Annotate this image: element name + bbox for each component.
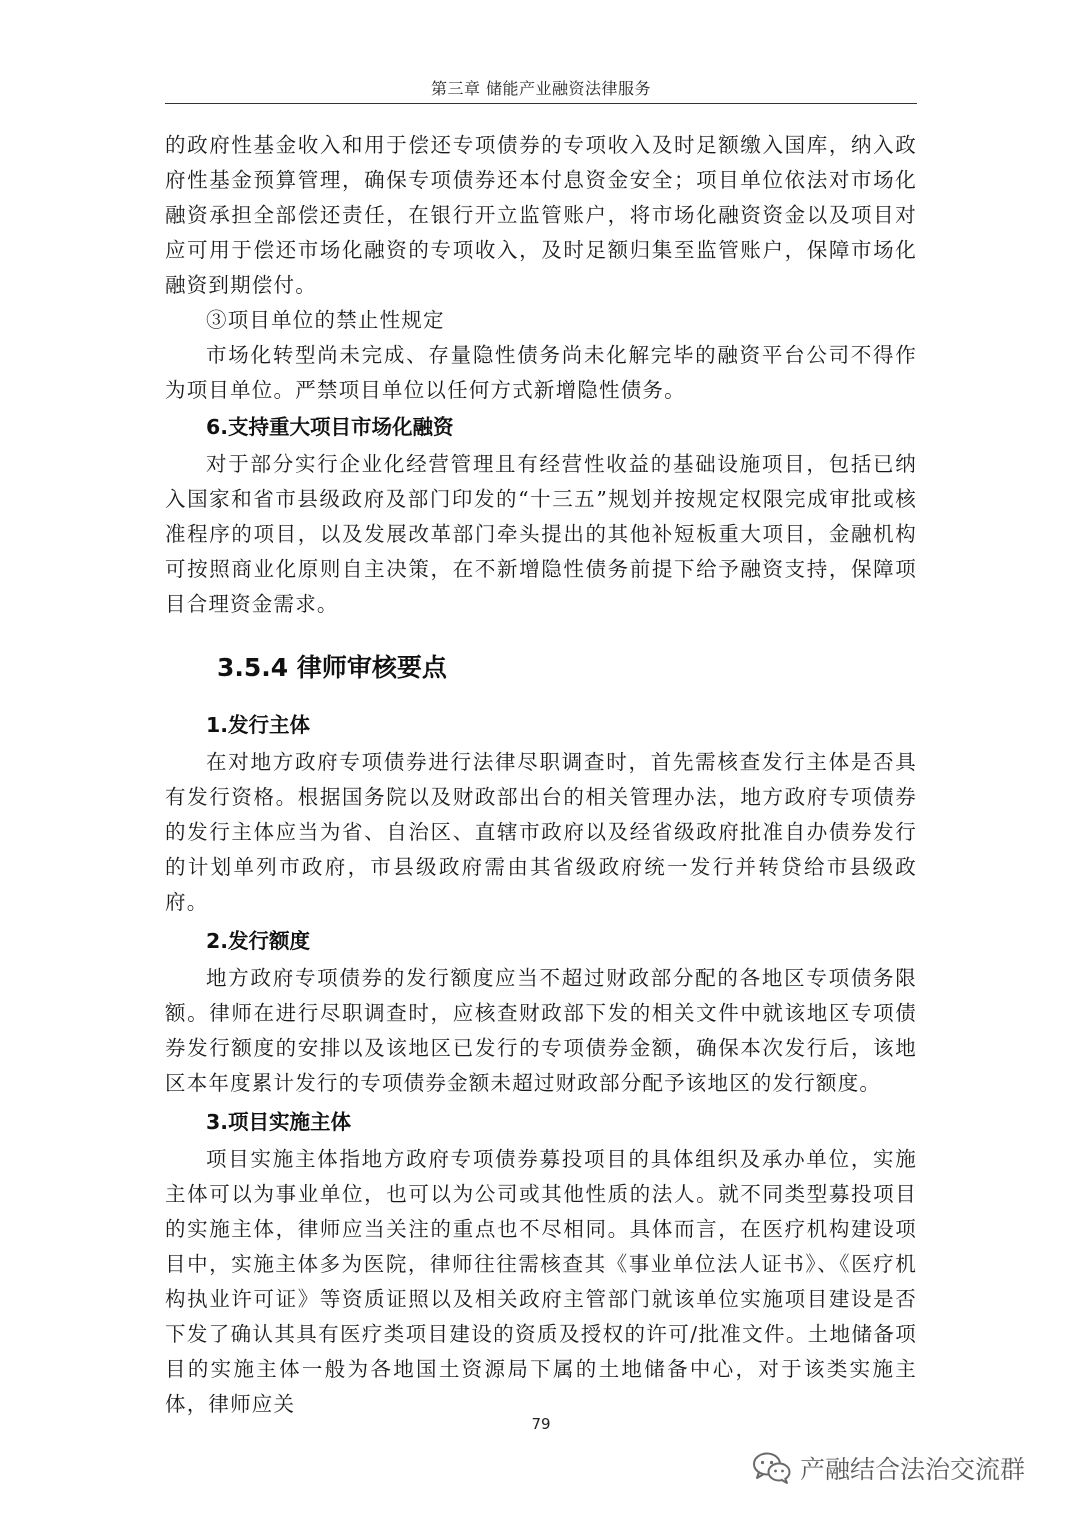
page-number: 79 (531, 1415, 551, 1433)
paragraph-prohibition-text: 市场化转型尚未完成、存量隐性债务尚未化解完毕的融资平台公司不得作为项目单位。严禁项目单位以任何方式新增隐性债务。 (165, 343, 917, 402)
heading-issuance-amount: 2.发行额度 (206, 929, 311, 953)
wechat-icon (752, 1451, 792, 1485)
watermark (752, 1450, 1025, 1486)
paragraph-issuance-amount: 地方政府专项债券的发行额度应当不超过财政部分配的各地区专项债务限额。律师在进行尽职调查时，应核查财政部下发的相关文件中就该地区专项债券发行额度的安排以及该地区已发行的专项债券金额，确保本次发行后，该地区本年度累计发行的专项债券金额未超过财政部分配予该地区的发行额度。 (165, 966, 917, 1095)
paragraph-issuer: 在对地方政府专项债券进行法律尽职调查时，首先需核查发行主体是否具有发行资格。根据国务院以及财政部出台的相关管理办法，地方政府专项债券的发行主体应当为省、自治区、直辖市政府以及经省级政府批准自办债券发行的计划单列市政府，市县级政府需由其省级政府统一发行并转贷给市县级政府。 (165, 750, 917, 914)
watermark-text: 产融结合法治交流群 (800, 1455, 1026, 1484)
paragraph-fund-repayment: 的政府性基金收入和用于偿还专项债券的专项收入及时足额缴入国库，纳入政府性基金预算管理，确保专项债券还本付息资金安全；项目单位依法对市场化融资承担全部偿还责任，在银行开立监管账户，将市场化融资资金以及项目对应可用于偿还市场化融资的专项收入，及时足额归集至监管账户，保障市场化融资到期偿付。 (165, 133, 917, 297)
paragraph-implementing-entity: 项目实施主体指地方政府专项债券募投项目的具体组织及承办单位，实施主体可以为事业单位，也可以为公司或其他性质的法人。就不同类型募投项目的实施主体，律师应当关注的重点也不尽相同。具体而言，在医疗机构建设项目中，实施主体多为医院，律师往往需核查其《事业单位法人证书》、《医疗机构执业许可证》等资质证照以及相关政府主管部门就该单位实施项目建设是否下发了确认其具有医疗类项目建设的资质及授权的许可/批准文件。土地储备项目的实施主体一般为各地国土资源局下属的土地储备中心，对于该类实施主体，律师应关 (165, 1147, 917, 1416)
header-divider (165, 103, 917, 104)
heading-major-project-financing: 6.支持重大项目市场化融资 (206, 415, 454, 439)
page-body (165, 128, 917, 1422)
section-title-lawyer-review: 3.5.4 律师审核要点 (217, 653, 447, 682)
heading-issuer: 1.发行主体 (206, 713, 311, 737)
paragraph-prohibition-heading: ③项目单位的禁止性规定 (206, 308, 445, 332)
running-header: 第三章 储能产业融资法律服务 (430, 79, 652, 98)
heading-implementing-entity: 3.项目实施主体 (206, 1110, 352, 1134)
paragraph-major-project-financing: 对于部分实行企业化经营管理且有经营性收益的基础设施项目，包括已纳入国家和省市县级政府及部门印发的“十三五”规划并按规定权限完成审批或核准程序的项目，以及发展改革部门牵头提出的其他补短板重大项目，金融机构可按照商业化原则自主决策，在不新增隐性债务前提下给予融资支持，保障项目合理资金需求。 (165, 452, 917, 616)
